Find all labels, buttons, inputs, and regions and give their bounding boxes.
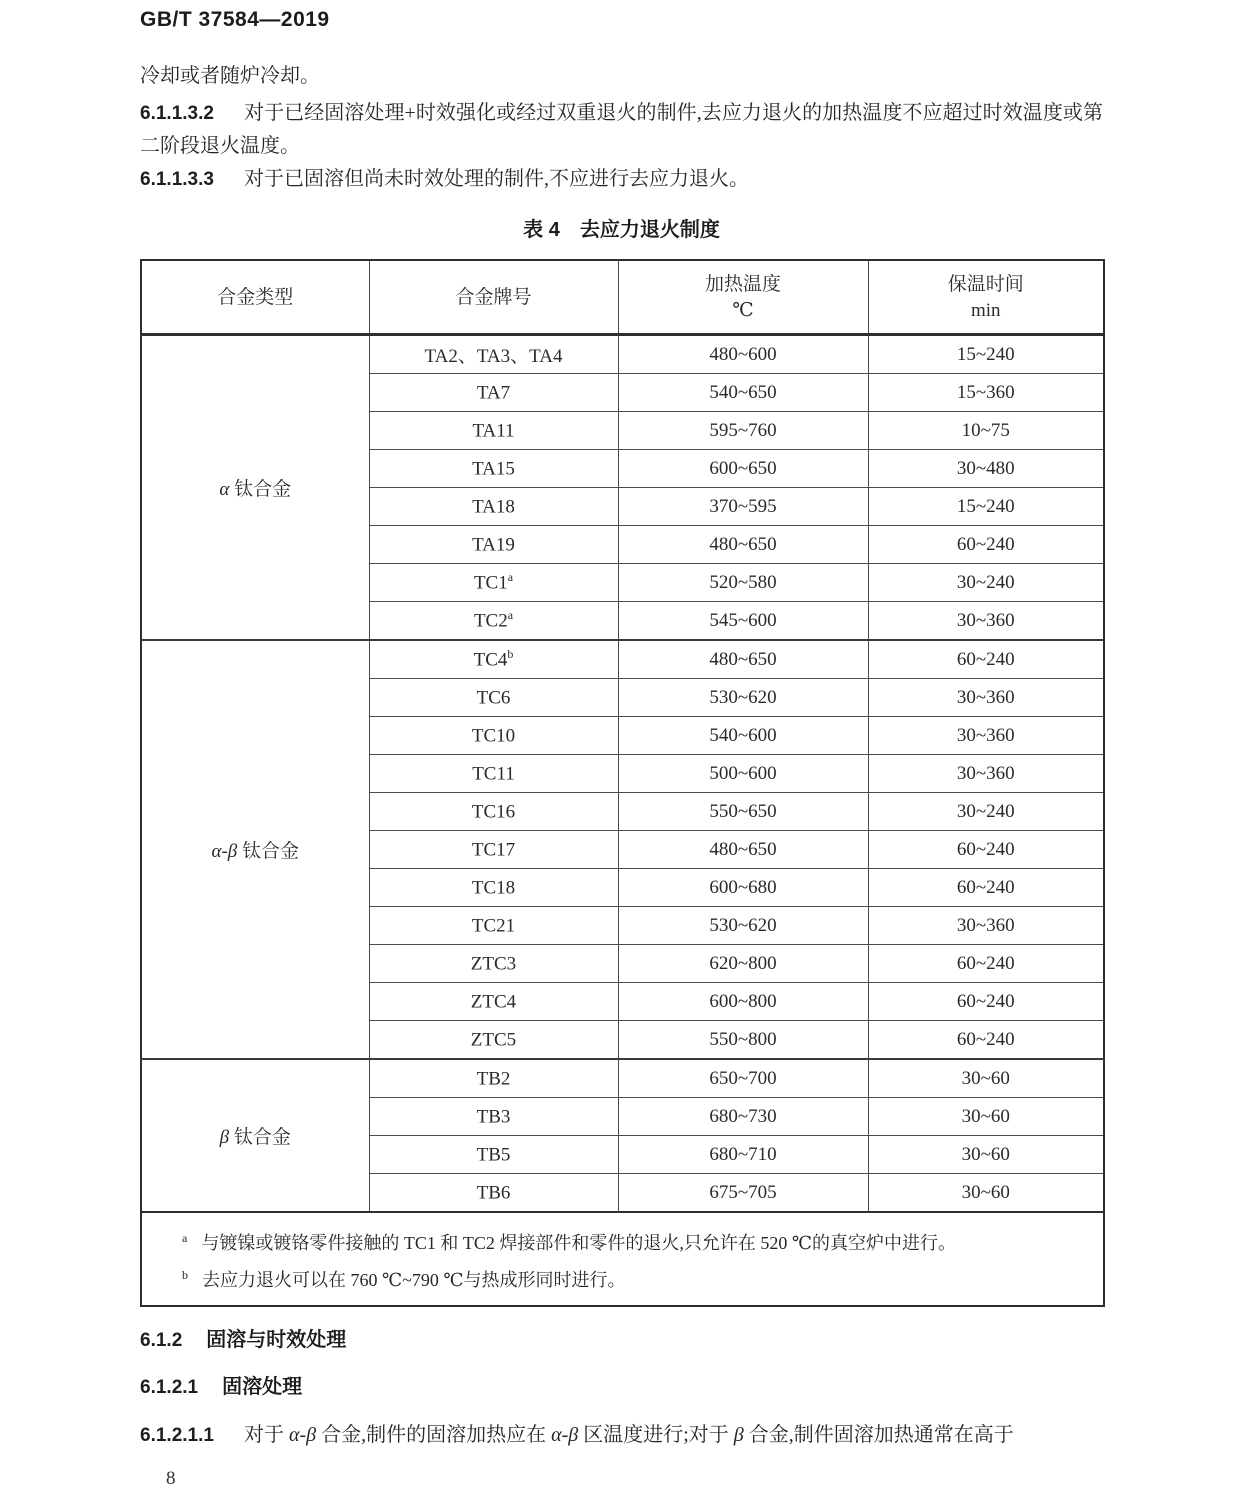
holding-time-cell: 60~240 [868,869,1104,907]
heating-temp-cell: 600~800 [618,983,868,1021]
paragraph-cooling: 冷却或者随炉冷却。 [140,65,320,87]
alloy-type-cell: α 钛合金 [141,335,369,641]
alloy-grade-cell: TB5 [369,1136,618,1174]
holding-time-cell: 30~360 [868,907,1104,945]
holding-time-cell: 30~360 [868,717,1104,755]
heating-temp-cell: 600~680 [618,869,868,907]
alloy-grade-cell: TC2$^a$ [369,602,618,641]
column-header-alloy-grade: 合金牌号 [369,260,618,335]
table-caption [140,213,1103,242]
heating-temp-cell: 480~600 [618,335,868,374]
table-caption-title: 去应力退火制度 [579,219,720,241]
clause-number: 6.1.2 [140,1330,183,1351]
holding-time-cell: 30~60 [868,1059,1104,1098]
holding-time-cell: 30~360 [868,602,1104,641]
footnote-cell [141,1212,1104,1306]
heating-temp-cell: 520~580 [618,564,868,602]
heading-text: 固溶与时效处理 [206,1329,347,1351]
heating-temp-cell: 370~595 [618,488,868,526]
column-header-alloy-type: 合金类型 [141,260,369,335]
alloy-grade-cell: TA11 [369,412,618,450]
alloy-grade-cell: TB3 [369,1098,618,1136]
heading-text: 固溶处理 [222,1376,303,1398]
holding-time-unit: min [970,299,1001,321]
table-row [141,640,1104,679]
heating-temp-unit: ℃ [732,299,754,321]
standard-code: GB/T 37584—2019 [140,8,330,31]
heating-temp-cell: 675~705 [618,1174,868,1213]
holding-time-cell: 10~75 [868,412,1104,450]
heating-temp-cell: 530~620 [618,907,868,945]
holding-time-cell: 15~240 [868,335,1104,374]
heading-6-1-2 [140,1323,1103,1352]
alloy-grade-cell: TC11 [369,755,618,793]
clause-number: 6.1.2.1.1 [140,1425,214,1446]
holding-time-cell: 60~240 [868,831,1104,869]
holding-time-cell: 30~240 [868,793,1104,831]
holding-time-cell: 60~240 [868,983,1104,1021]
heating-temp-cell: 480~650 [618,640,868,679]
footnote-a: $^a$ 与镀镍或镀铬零件接触的 TC1 和 TC2 焊接部件和零件的退火,只允许在 520 ℃的真空炉中进行。 [182,1231,956,1253]
heating-temp-cell: 680~730 [618,1098,868,1136]
clause-6-1-1-3-3 [140,163,1103,196]
heating-temp-cell: 540~650 [618,374,868,412]
clause-text: 对于已固溶但尚未时效处理的制件,不应进行去应力退火。 [243,168,749,190]
heating-temp-cell: 550~650 [618,793,868,831]
alloy-type-cell: β 钛合金 [141,1059,369,1212]
clause-number: 6.1.2.1 [140,1377,199,1398]
holding-time-cell: 30~240 [868,564,1104,602]
alloy-grade-cell: TA2、TA3、TA4 [369,335,618,374]
alloy-grade-cell: TB6 [369,1174,618,1213]
holding-time-cell: 60~240 [868,640,1104,679]
alloy-grade-cell: TA15 [369,450,618,488]
table-header-row [141,260,1104,335]
alloy-grade-cell: TC16 [369,793,618,831]
clause-number: 6.1.1.3.3 [140,169,214,190]
column-header-heating-temp: 加热温度 ℃ [618,260,868,335]
alloy-grade-cell: ZTC3 [369,945,618,983]
alloy-grade-cell: TC21 [369,907,618,945]
heating-temp-cell: 600~650 [618,450,868,488]
holding-time-cell: 30~480 [868,450,1104,488]
alloy-grade-cell: TB2 [369,1059,618,1098]
footnote-marker: b [182,1268,188,1282]
page-number: 8 [166,1468,176,1489]
holding-time-cell: 30~60 [868,1174,1104,1213]
clause-text: 对于已经固溶处理+时效强化或经过双重退火的制件,去应力退火的加热温度不应超过时效温度或第二阶段退火温度。 [140,102,1103,157]
column-header-holding-time: 保温时间 min [868,260,1104,335]
heating-temp-cell: 620~800 [618,945,868,983]
alloy-grade-cell: TC4$^b$ [369,640,618,679]
annealing-table [140,259,1105,1307]
alloy-grade-cell: ZTC4 [369,983,618,1021]
heating-temp-cell: 650~700 [618,1059,868,1098]
heating-temp-cell: 540~600 [618,717,868,755]
footnote-marker: a [182,1231,188,1245]
heating-temp-cell: 480~650 [618,526,868,564]
holding-time-cell: 60~240 [868,526,1104,564]
holding-time-cell: 60~240 [868,945,1104,983]
alloy-grade-cell: TC18 [369,869,618,907]
holding-time-cell: 60~240 [868,1021,1104,1060]
alloy-grade-cell: TC6 [369,679,618,717]
holding-time-cell: 30~360 [868,679,1104,717]
heating-temp-cell: 550~800 [618,1021,868,1060]
clause-text: 对于 α-β 合金,制件的固溶加热应在 α-β 区温度进行;对于 β 合金,制件固溶加热通常在高于 [243,1424,1014,1446]
heating-temp-cell: 480~650 [618,831,868,869]
table-footnote-row [141,1212,1104,1306]
table-row [141,335,1104,374]
clause-6-1-2-1-1 [140,1419,1103,1452]
heading-6-1-2-1 [140,1370,1103,1399]
table-row [141,1059,1104,1098]
heating-temp-cell: 680~710 [618,1136,868,1174]
alloy-grade-cell: TA7 [369,374,618,412]
alloy-grade-cell: TC10 [369,717,618,755]
heating-temp-cell: 500~600 [618,755,868,793]
holding-time-cell: 30~60 [868,1098,1104,1136]
alloy-grade-cell: ZTC5 [369,1021,618,1060]
alloy-grade-cell: TC17 [369,831,618,869]
footnote-b: $^b$ 去应力退火可以在 760 ℃~790 ℃与热成形同时进行。 [182,1268,626,1290]
holding-time-cell: 15~240 [868,488,1104,526]
holding-time-cell: 30~60 [868,1136,1104,1174]
holding-time-cell: 15~360 [868,374,1104,412]
alloy-grade-cell: TC1$^a$ [369,564,618,602]
heating-temp-cell: 545~600 [618,602,868,641]
heating-temp-cell: 595~760 [618,412,868,450]
alloy-type-cell: α-β 钛合金 [141,640,369,1059]
holding-time-cell: 30~360 [868,755,1104,793]
clause-number: 6.1.1.3.2 [140,103,214,124]
heating-temp-cell: 530~620 [618,679,868,717]
table-caption-label: 表 4 [523,219,560,241]
clause-6-1-1-3-2 [140,97,1103,163]
alloy-grade-cell: TA19 [369,526,618,564]
alloy-grade-cell: TA18 [369,488,618,526]
